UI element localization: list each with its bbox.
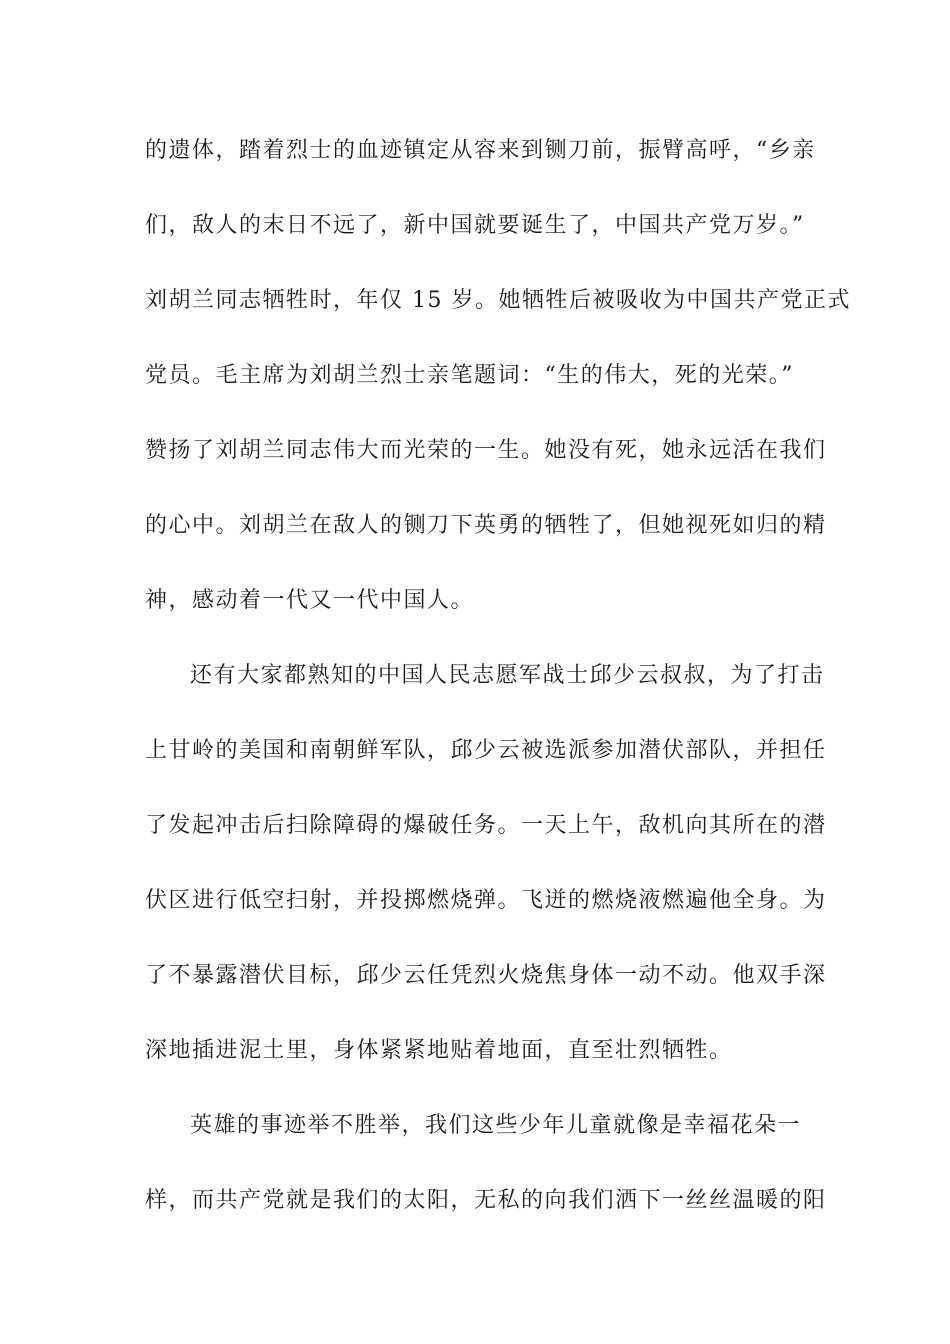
text-line: 样，而共产党就是我们的太阳，无私的向我们洒下一丝丝温暖的阳 bbox=[145, 1188, 827, 1213]
text-line: 刘胡兰同志牺牲时，年仅 15 岁。她牺牲后被吸收为中国共产党正式 bbox=[145, 288, 851, 313]
text-line: 了不暴露潜伏目标，邱少云任凭烈火烧焦身体一动不动。他双手深 bbox=[145, 963, 827, 988]
text-line: 党员。毛主席为刘胡兰烈士亲笔题词：“生的伟大，死的光荣。” bbox=[145, 363, 794, 388]
text-line: 伏区进行低空扫射，并投掷燃烧弹。飞迸的燃烧液燃遍他全身。为 bbox=[145, 888, 827, 913]
text-line: 的心中。刘胡兰在敌人的铡刀下英勇的牺牲了，但她视死如归的精 bbox=[145, 513, 827, 538]
text-line: 的遗体，踏着烈士的血迹镇定从容来到铡刀前，振臂高呼，“乡亲 bbox=[145, 138, 816, 163]
paragraph-first-line: 英雄的事迹举不胜举，我们这些少年儿童就像是幸福花朵一 bbox=[190, 1113, 802, 1138]
text-line: 深地插进泥土里，身体紧紧地贴着地面，直至壮烈牺牲。 bbox=[145, 1038, 733, 1063]
text-line: 赞扬了刘胡兰同志伟大而光荣的一生。她没有死，她永远活在我们 bbox=[145, 438, 827, 463]
paragraph-first-line: 还有大家都熟知的中国人民志愿军战士邱少云叔叔，为了打击 bbox=[190, 663, 825, 688]
text-line: 们，敌人的末日不远了，新中国就要诞生了，中国共产党万岁。” bbox=[145, 213, 805, 238]
text-line: 神，感动着一代又一代中国人。 bbox=[145, 588, 475, 613]
text-line: 上甘岭的美国和南朝鲜军队，邱少云被选派参加潜伏部队，并担任 bbox=[145, 738, 827, 763]
text-line: 了发起冲击后扫除障碍的爆破任务。一天上午，敌机向其所在的潜 bbox=[145, 813, 827, 838]
